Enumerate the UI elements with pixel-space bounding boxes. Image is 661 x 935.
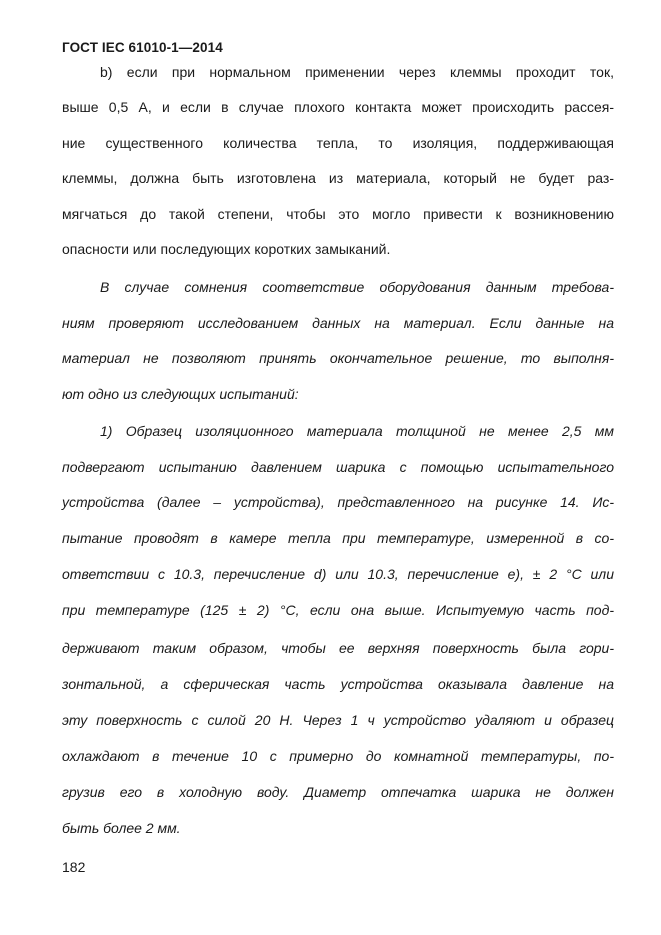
text-line: эту поверхность с силой 20 Н. Через 1 ч устройство удаляют и образец (62, 712, 614, 728)
text-line: ют одно из следующих испытаний: (62, 386, 299, 402)
text-line: мягчаться до такой степени, чтобы это могло привести к возникновению (62, 206, 614, 222)
text-line: грузив его в холодную воду. Диаметр отпечатка шарика не должен (62, 784, 614, 800)
text-line: устройства (далее – устройства), представленного на рисунке 14. Ис- (62, 494, 614, 510)
text-line: клеммы, должна быть изготовлена из материала, который не будет раз- (62, 170, 614, 186)
text-line: зонтальной, а сферическая часть устройства оказывала давление на (62, 676, 614, 692)
text-line: материал не позволяют принять окончательное решение, то выполня- (62, 350, 614, 366)
text-line: ниям проверяют исследованием данных на материал. Если данные на (62, 315, 614, 331)
text-line: при температуре (125 ± 2) °С, если она выше. Испытуемую часть под- (62, 602, 614, 618)
text-line: b) если при нормальном применении через клеммы проходит ток, (100, 64, 614, 80)
text-line: выше 0,5 А, и если в случае плохого контакта может происходить рассея- (62, 99, 614, 115)
text-line: быть более 2 мм. (62, 820, 181, 836)
text-line: В случае сомнения соответствие оборудования данным требова- (100, 279, 614, 295)
text-line: опасности или последующих коротких замыканий. (62, 241, 391, 257)
document-header-code: ГОСТ IEC 61010-1—2014 (62, 40, 223, 55)
page-number: 182 (62, 859, 86, 875)
text-line: пытание проводят в камере тепла при температуре, измеренной в со- (62, 530, 614, 546)
text-line: ние существенного количества тепла, то изоляция, поддерживающая (62, 135, 614, 151)
text-line: охлаждают в течение 10 с примерно до комнатной температуры, по- (62, 748, 614, 764)
text-line: держивают таким образом, чтобы ее верхняя поверхность была гори- (62, 640, 614, 656)
text-line: 1) Образец изоляционного материала толщиной не менее 2,5 мм (100, 423, 614, 439)
text-line: подвергают испытанию давлением шарика с помощью испытательного (62, 459, 614, 475)
text-line: ответствии с 10.3, перечисление d) или 10.3, перечисление е), ± 2 °С или (62, 566, 614, 582)
